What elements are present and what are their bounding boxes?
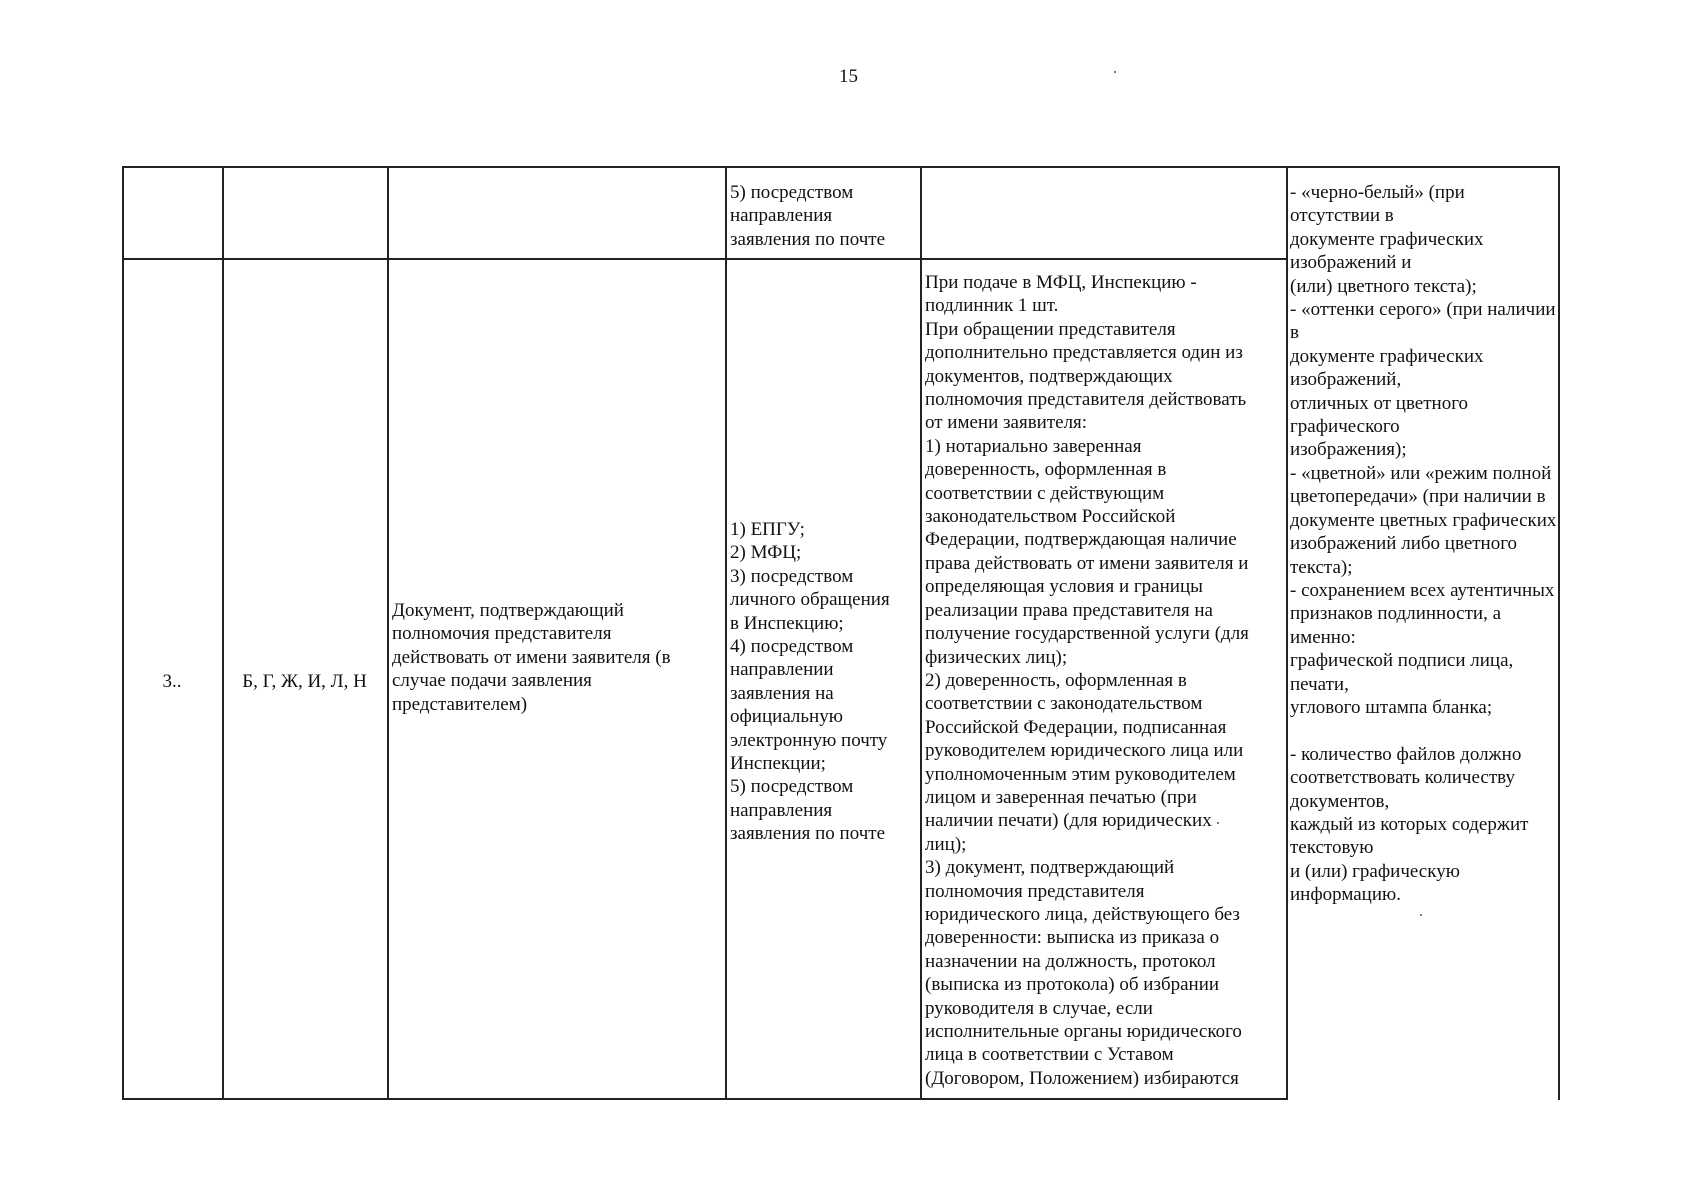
column-divider	[222, 166, 224, 1100]
table-bottom-border	[122, 1098, 1286, 1100]
page-number: 15	[839, 66, 858, 87]
document-details: При подаче в МФЦ, Инспекцию - подлинник 1 шт. При обращении представителя дополнительно представляется один из документов, подтверждающих полномочия представителя действовать от имени заявителя: 1) нотариально заверенная доверенность, оформленная в соответствии с действующим законодательством Российской Федерации, подтверждающая наличие права действовать от имени заявителя и определяющая условия и границы реализации права представителя на получение государственной услуги (для физических лиц); 2) доверенность, оформленная в соответствии с законодательством Российской Федерации, подписанная руководителем юридического лица или уполномоченным этим руководителем лицом и заверенная печатью (при наличии печати) (для юридических лиц); 3) документ, подтверждающий полномочия представителя юридического лица, действующего без доверенности: выписка из приказа о назначении на должность, протокол (выписка из протокола) об избрании руководителя в случае, если исполнительные органы юридического лица в соответствии с Уставом (Договором, Положением) избираются	[925, 272, 1249, 1089]
scan-speck	[1217, 822, 1219, 824]
continued-submission-methods: 5) посредством направления заявления по почте	[730, 182, 886, 250]
table-left-border	[122, 166, 124, 1100]
row-number: 3..	[162, 671, 182, 692]
table-top-border	[122, 166, 1559, 168]
document-name: Документ, подтверждающий полномочия представителя действовать от имени заявителя (в случае подачи заявления представителем)	[392, 600, 671, 715]
file-requirements: - «черно-белый» (при отсутствии в документе графических изображений и (или) цветного текста); - «оттенки серого» (при наличии в документе графических изображений, отличных от цветного графического изображения); - «цветной» или «режим полной цветопередачи» (при наличии в документе цветных графических изображений либо цветного текста); - сохранением всех аутентичных признаков подлинности, а именно: графической подписи лица, печати, углового штампа бланка; - количество файлов должно соответствовать количеству документов, каждый из которых содержит текстовую и (или) графическую информацию.	[1290, 182, 1557, 906]
scan-speck	[1420, 914, 1422, 916]
applicant-categories: Б, Г, Ж, И, Л, Н	[242, 671, 367, 692]
submission-methods: 1) ЕПГУ; 2) МФЦ; 3) посредством личного обращения в Инспекцию; 4) посредством направлении заявления на официальную электронную почту Инспекции; 5) посредством направления заявления по почте	[730, 519, 890, 845]
documents-table	[122, 166, 1559, 1098]
scan-speck	[1114, 71, 1116, 73]
row-divider	[122, 258, 1286, 260]
